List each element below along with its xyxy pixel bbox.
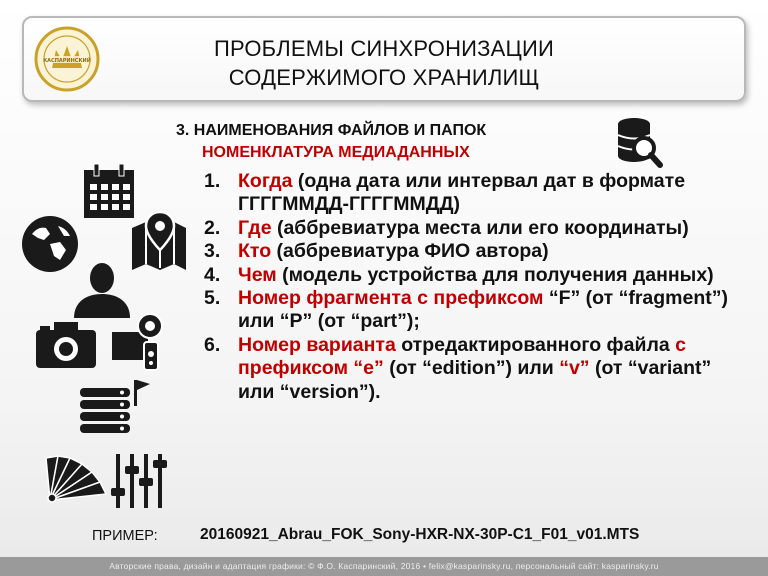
section-subheading: НОМЕНКЛАТУРА МЕДИАДАННЫХ <box>202 144 470 161</box>
list-item <box>204 287 744 334</box>
calendar-icon <box>82 162 136 220</box>
list-item <box>204 217 744 240</box>
example-label: ПРИМЕР: <box>92 528 158 544</box>
map-pin-icon <box>130 210 188 274</box>
item-number: 4. <box>204 263 221 286</box>
item-number: 3. <box>204 240 221 263</box>
color-fan-icon <box>44 450 112 504</box>
database-search-icon <box>614 116 664 170</box>
item-key-2: с префиксом “e” <box>238 333 686 380</box>
item-key: Кто <box>238 240 272 263</box>
equalizer-icon <box>110 452 170 510</box>
video-camera-icon <box>110 312 166 372</box>
item-text: с префиксом <box>411 287 549 310</box>
item-text: (от “fragment”) или “P” (от “part”); <box>238 287 728 333</box>
item-key: Чем <box>238 263 277 286</box>
logo-icon <box>34 26 100 92</box>
item-text: (от “edition”) или <box>383 357 560 380</box>
section-heading: 3. НАИМЕНОВАНИЯ ФАЙЛОВ И ПАПОК <box>176 122 487 139</box>
copyright-footer: Авторские права, дизайн и адаптация графики: © Ф.О. Каспаринский, 2016 • felix@kasparinsky.ru, персональный сайт: kasparinsky.ru <box>0 557 768 576</box>
item-text: (от “variant” или “version”). <box>238 357 712 403</box>
item-text: (модель устройства для получения данных) <box>276 263 714 286</box>
item-text: (одна дата или интервал дат в формате ГГГГММДД-ГГГГММДД) <box>238 170 686 216</box>
storage-stack-icon <box>76 378 154 438</box>
person-icon <box>72 262 132 318</box>
list-item <box>204 240 744 263</box>
title-line-1: ПРОБЛЕМЫ СИНХРОНИЗАЦИИ <box>213 36 555 61</box>
item-text: (аббревиатура ФИО автора) <box>271 240 549 263</box>
item-text: (аббревиатура места или его координаты) <box>271 216 689 239</box>
page-title <box>154 34 614 92</box>
item-key: Номер варианта <box>238 333 396 356</box>
item-key: Когда <box>238 170 293 192</box>
title-panel <box>22 16 746 102</box>
list-item <box>204 170 744 217</box>
list-item <box>204 264 744 287</box>
item-number: 5. <box>204 287 221 310</box>
item-key: Где <box>238 216 272 239</box>
item-number: 6. <box>204 333 221 356</box>
item-key-3: “v” <box>559 357 590 380</box>
globe-icon <box>20 214 80 274</box>
item-number: 1. <box>204 170 221 192</box>
item-number: 2. <box>204 216 221 239</box>
camera-icon <box>34 318 98 370</box>
nomenclature-list <box>204 170 744 404</box>
list-item <box>204 334 744 404</box>
item-text: отредактированного файла <box>395 333 676 356</box>
logo-text: КАСПАРИНСКИЙ <box>43 58 91 64</box>
title-line-2: СОДЕРЖИМОГО ХРАНИЛИЩ <box>228 65 540 90</box>
item-key-2: “F” <box>548 287 581 310</box>
item-key: Номер фрагмента <box>238 287 412 310</box>
example-filename: 20160921_Abrau_FOK_Sony-HXR-NX-30P-C1_F01_v01.MTS <box>200 526 640 543</box>
